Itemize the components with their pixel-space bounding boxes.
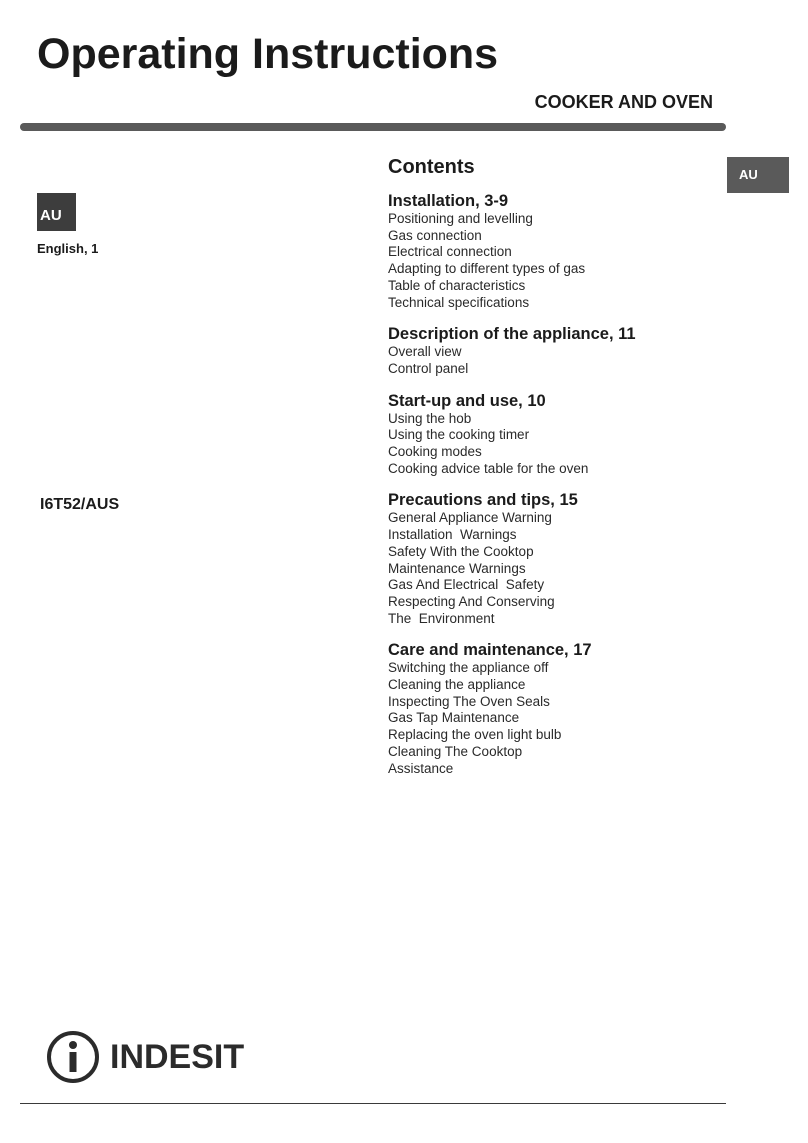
- contents-section: [388, 490, 728, 627]
- section-item[interactable]: Gas connection: [388, 227, 482, 243]
- section-item[interactable]: Inspecting The Oven Seals: [388, 693, 550, 709]
- section-item[interactable]: Assistance: [388, 760, 454, 776]
- section-item[interactable]: Technical specifications: [388, 294, 530, 310]
- section-item[interactable]: Cooking modes: [388, 444, 482, 460]
- footer-divider: [20, 1103, 726, 1104]
- section-item[interactable]: Electrical connection: [388, 244, 512, 260]
- section-item[interactable]: Safety With the Cooktop: [388, 543, 534, 559]
- section-item[interactable]: Positioning and levelling: [388, 211, 533, 226]
- indesit-logo-icon: [46, 1030, 100, 1084]
- section-item[interactable]: Respecting And Conserving: [388, 593, 555, 609]
- contents-section: [388, 191, 728, 311]
- model-number: I6T52/AUS: [40, 496, 120, 513]
- table-of-contents: [388, 155, 728, 790]
- section-item[interactable]: Cleaning the appliance: [388, 677, 526, 693]
- section-item[interactable]: Gas And Electrical Safety: [388, 577, 545, 593]
- section-item[interactable]: The Environment: [388, 610, 495, 626]
- section-title[interactable]: Care and maintenance, 17: [388, 641, 592, 660]
- section-title[interactable]: Description of the appliance, 11: [388, 325, 636, 344]
- language-link-english[interactable]: English, 1: [37, 241, 99, 256]
- header-divider: [20, 123, 726, 131]
- brand-logo: [46, 1030, 244, 1084]
- language-badge: AU: [37, 193, 76, 231]
- section-title[interactable]: Precautions and tips, 15: [388, 491, 578, 510]
- section-item[interactable]: Installation Warnings: [388, 527, 517, 543]
- section-item[interactable]: Cooking advice table for the oven: [388, 460, 589, 476]
- section-item[interactable]: Using the cooking timer: [388, 427, 530, 443]
- section-item[interactable]: Overall view: [388, 344, 462, 360]
- contents-section: [388, 324, 728, 377]
- section-item[interactable]: Switching the appliance off: [388, 660, 549, 676]
- section-item[interactable]: Replacing the oven light bulb: [388, 727, 562, 743]
- section-item[interactable]: General Appliance Warning: [388, 510, 552, 526]
- contents-section: [388, 640, 728, 777]
- section-item[interactable]: Using the hob: [388, 410, 472, 426]
- section-item[interactable]: Cleaning The Cooktop: [388, 743, 523, 759]
- section-item[interactable]: Maintenance Warnings: [388, 560, 526, 576]
- contents-heading: Contents: [388, 156, 475, 178]
- brand-name: INDESIT: [110, 1037, 245, 1076]
- section-title[interactable]: Start-up and use, 10: [388, 391, 546, 410]
- section-item[interactable]: Adapting to different types of gas: [388, 261, 586, 277]
- section-item[interactable]: Table of characteristics: [388, 277, 526, 293]
- contents-sections: [388, 191, 728, 777]
- section-title[interactable]: Installation, 3-9: [388, 192, 509, 210]
- document-title: Operating Instructions: [37, 30, 499, 78]
- document-subtitle: COOKER AND OVEN: [534, 92, 713, 112]
- section-item[interactable]: Control panel: [388, 360, 469, 376]
- contents-section: [388, 391, 728, 478]
- section-item[interactable]: Gas Tap Maintenance: [388, 710, 520, 726]
- language-side-tab[interactable]: AU: [727, 157, 789, 193]
